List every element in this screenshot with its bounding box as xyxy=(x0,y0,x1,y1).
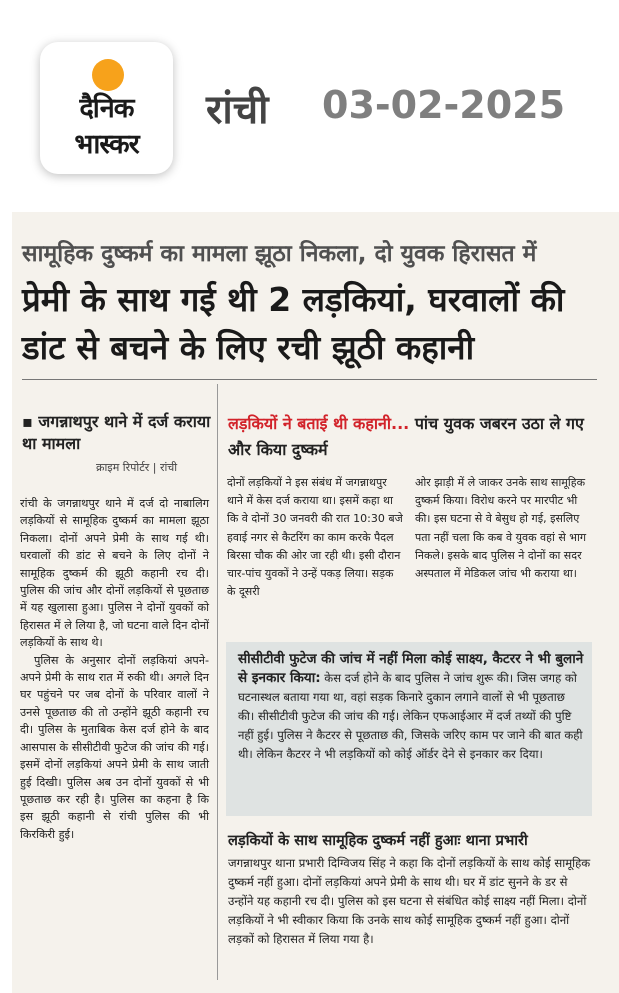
divider xyxy=(22,379,597,380)
logo-text-line2: भास्कर xyxy=(74,129,139,160)
paragraph: रांची के जगन्नाथपुर थाने में दर्ज दो नाबालिग लड़कियों से सामूहिक दुष्कर्म का मामला झूठा निकला। दोनों अपने प्रेमी के साथ गई थी। घरवालों की डांट से बचने के लिए दोनों ने सामूहिक दुष्कर्म की झूठी कहानी रच दी। पुलिस की जांच और दोनों लड़कियों से पूछताछ में यह खुलासा हुआ। पुलिस ने दोनों युवकों को हिरासत में ले लिया है, जो घटना वाले दिन दोनों लड़कियों के साथ थे। xyxy=(20,497,209,650)
sub-headline-highlight: लड़कियों ने बताई थी कहानी... xyxy=(228,414,410,433)
article-column-middle: दोनों लड़कियों ने इस संबंध में जगन्नाथपुर थाने में केस दर्ज कराया था। इसमें कहा था कि वे दोनों 30 जनवरी की रात 10:30 बजे हवाई नगर से कैटरिंग का काम करके पैदल बिरसा चौक की ओर जा रही थी। इसी दौरान चार-पांच युवकों ने उन्हें पकड़ लिया। सड़क के दूसरी xyxy=(227,476,403,599)
highlight-box-text xyxy=(238,650,584,764)
sub-headline xyxy=(228,411,596,463)
highlight-box-body: केस दर्ज होने के बाद पुलिस ने जांच शुरू की। जिस जगह को घटनास्थल बताया गया था, वहां सड़क किनारे दुकान लगाने वालों से भी पूछताछ की। सीसीटीवी फुटेज की जांच की गई। लेकिन एफआईआर में दर्ज तथ्यों की पुष्टि नहीं हुई। पुलिस ने कैटरर से पूछताछ की, जिसके जरिए काम पर जाने की बात कही थी। लेकिन कैटरर ने भी लड़कियों को कोई ऑर्डर देने से इनकार कर दिया। xyxy=(238,671,583,761)
edition-city: रांची xyxy=(206,87,269,133)
article-column-left xyxy=(20,495,209,843)
column-divider xyxy=(217,384,218,980)
article-kicker: सामूहिक दुष्कर्म का मामला झूठा निकला, दो युवक हिरासत में xyxy=(22,241,537,267)
side-headline: ▪ जगन्नाथपुर थाने में दर्ज कराया था मामला xyxy=(22,412,211,453)
sub-headline-text: पांच युवक जबरन उठा ले गए और किया दुष्कर्म xyxy=(228,414,584,459)
sun-icon xyxy=(92,59,124,91)
article-headline: प्रेमी के साथ गई थी 2 लड़कियां, घरवालों की डांट से बचने के लिए रची झूठी कहानी xyxy=(22,280,565,367)
lower-section-body: जगन्नाथपुर थाना प्रभारी दिग्विजय सिंह ने कहा कि दोनों लड़कियों के साथ कोई सामूहिक दुष्कर्म नहीं हुआ। दोनों लड़कियां अपने प्रेमी के साथ थी। घर में डांट सुनने के डर से उन्होंने यह कहानी रच दी। पुलिस को इस घटना से संबंधित कोई साक्ष्य नहीं मिला। दोनों लड़कियों ने भी स्वीकार किया कि उनके साथ कोई सामूहिक दुष्कर्म नहीं हुआ। दोनों लड़कों को हिरासत में लिया गया है। xyxy=(228,856,591,946)
highlight-box-title: सीसीटीवी फुटेज की जांच में नहीं मिला कोई साक्ष्य, कैटरर ने भी बुलाने से इनकार किया: xyxy=(238,651,584,686)
byline: क्राइम रिपोर्टर | रांची xyxy=(96,461,178,474)
paragraph: पुलिस के अनुसार दोनों लड़कियां अपने-अपने प्रेमी के साथ रात में रुकी थी। अगले दिन घर पहुंचने पर जब दोनों के परिवार वालों ने उनसे पूछताछ की तो उन्होंने झूठी कहानी रच दी। पुलिस के मुताबिक केस दर्ज होने के बाद आसपास के सीसीटीवी फुटेज की जांच की गई। इसमें दोनों लड़कियां अपने प्रेमी के साथ जाती हुई दिखी। पुलिस अब उन दोनों युवकों से भी पूछताछ कर रही है। पुलिस का कहना है कि इस झूठी कहानी से रांची पुलिस की भी किरकिरी हुई। xyxy=(20,653,209,841)
edition-date: 03-02-2025 xyxy=(322,83,566,127)
article-column-right: ओर झाड़ी में ले जाकर उनके साथ सामूहिक दुष्कर्म किया। विरोध करने पर मारपीट भी की। इस घटना से वे बेसुध हो गई, इसलिए पता नहीं चला कि कब वे युवक वहां से भाग निकले। इसके बाद पुलिस ने दोनों का सदर अस्पताल में मेडिकल जांच भी कराया था। xyxy=(415,476,587,581)
newspaper-logo xyxy=(40,42,173,174)
lower-section-title: लड़कियों के साथ सामूहिक दुष्कर्म नहीं हुआः थाना प्रभारी xyxy=(228,832,528,849)
logo-text-line1: दैनिक xyxy=(79,93,134,124)
highlight-box xyxy=(226,642,592,816)
